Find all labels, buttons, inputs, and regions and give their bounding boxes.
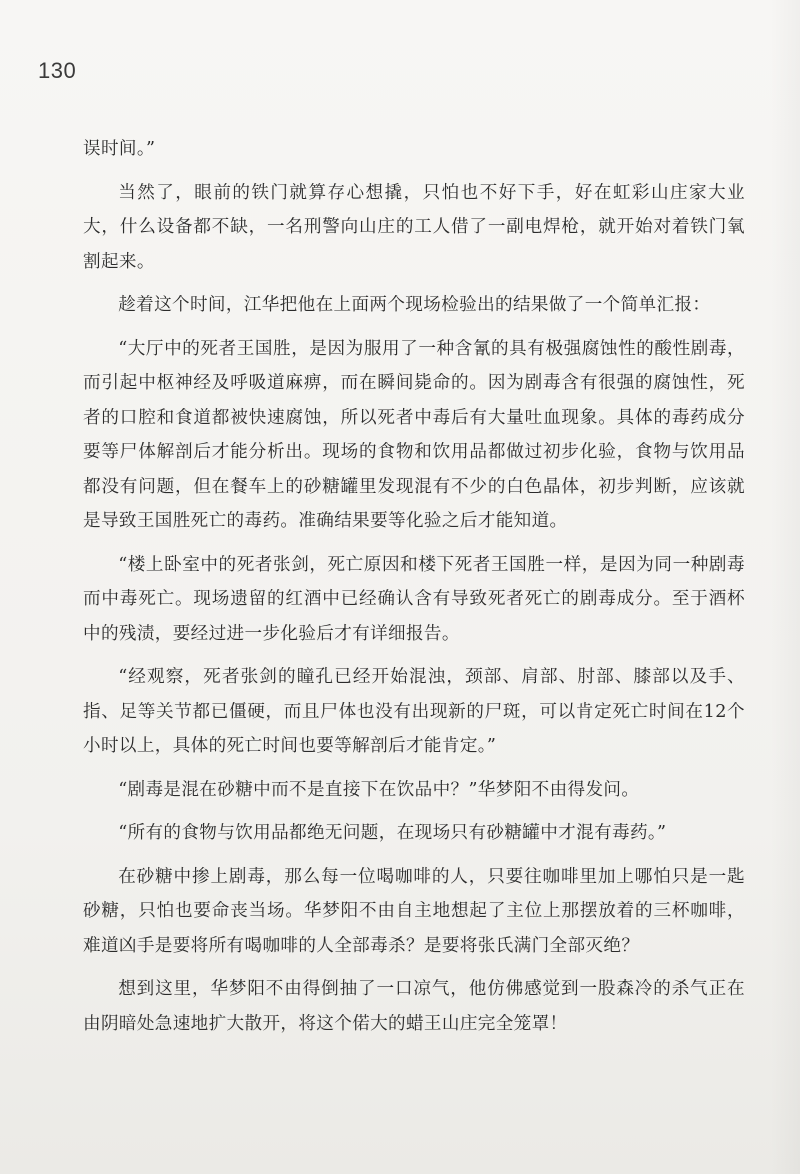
paragraph: 误时间。” [83, 139, 156, 159]
paragraph: 想到这里，华梦阳不由得倒抽了一口凉气，他仿佛感觉到一股森冷的杀气正在由阴暗处急速地扩大散开，将这个偌大的蜡王山庄完全笼罩！ [83, 979, 745, 1034]
paragraph: 趁着这个时间，江华把他在上面两个现场检验出的结果做了一个简单汇报： [118, 295, 711, 315]
paragraph: “经观察，死者张剑的瞳孔已经开始混浊，颈部、肩部、肘部、膝部以及手、指、足等关节都已僵硬，而且尸体也没有出现新的尸斑，可以肯定死亡时间在12个小时以上，具体的死亡时间也要等解剖后才能肯定。” [83, 667, 745, 756]
paragraph: “剧毒是混在砂糖中而不是直接下在饮品中？”华梦阳不由得发问。 [118, 779, 640, 800]
page-edge-shadow [770, 0, 800, 1174]
paragraph: “楼上卧室中的死者张剑，死亡原因和楼下死者王国胜一样，是因为同一种剧毒而中毒死亡。现场遗留的红酒中已经确认含有导致死者死亡的剧毒成分。至于酒杯中的残渍，要经过进一步化验后才有详细报告。 [83, 554, 745, 644]
paragraph: 在砂糖中掺上剧毒，那么每一位喝咖啡的人，只要往咖啡里加上哪怕只是一匙砂糖，只怕也要命丧当场。华梦阳不由自主地想起了主位上那摆放着的三杯咖啡，难道凶手是要将所有喝咖啡的人全部毒杀？是要将张氏满门全部灭绝？ [83, 866, 745, 956]
paragraph: 当然了，眼前的铁门就算存心想撬，只怕也不好下手，好在虹彩山庄家大业大，什么设备都不缺，一名刑警向山庄的工人借了一副电焊枪，就开始对着铁门氧割起来。 [83, 182, 745, 272]
paragraph: “大厅中的死者王国胜，是因为服用了一种含氰的具有极强腐蚀性的酸性剧毒，而引起中枢神经及呼吸道麻痹，而在瞬间毙命的。因为剧毒含有很强的腐蚀性，死者的口腔和食道都被快速腐蚀，所以死者中毒后有大量吐血现象。具体的毒药成分要等尸体解剖后才能分析出。现场的食物和饮用品都做过初步化验，食物与饮用品都没有问题，但在餐车上的砂糖罐里发现混有不少的白色晶体，初步判断，应该就是导致王国胜死亡的毒药。准确结果要等化验之后才能知道。 [83, 338, 745, 531]
body-text [83, 132, 745, 1050]
page-number: 130 [38, 58, 77, 83]
paragraph: “所有的食物与饮用品都绝无问题，在现场只有砂糖罐中才混有毒药。” [118, 823, 667, 843]
